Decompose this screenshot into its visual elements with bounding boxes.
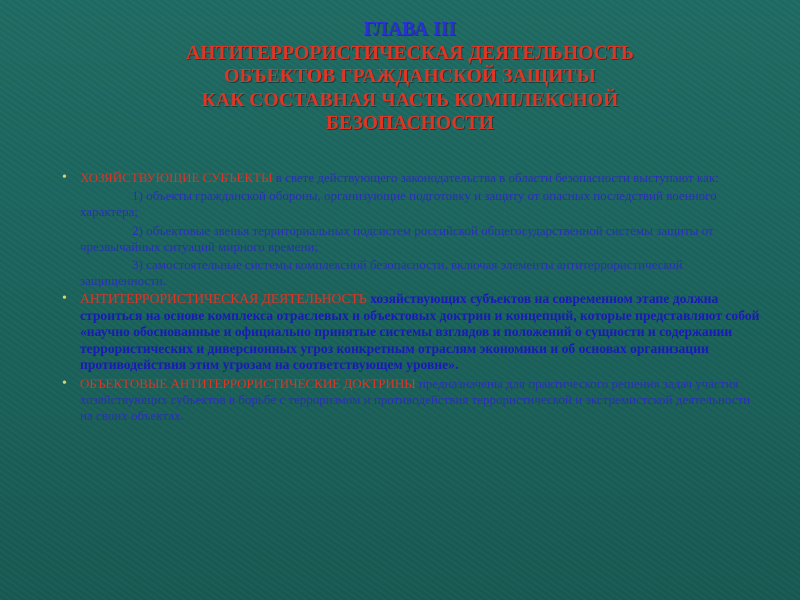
bullet-lead: ХОЗЯЙСТВУЮЩИЕ СУБЪЕКТЫ: [80, 170, 273, 185]
bullet-text: в свете действующего законодательства в области безопасности выступают как:: [272, 170, 719, 185]
bullet-item-object-doctrines: [62, 376, 762, 425]
title-line-3: КАК СОСТАВНАЯ ЧАСТЬ КОМПЛЕКСНОЙ: [201, 89, 619, 111]
bullet-text: предназначены для практического решения задач участия хозяйствующих субъектов в борьбе с терроризмом и противодействия террористической и экстремистской деятельности на своих объектах.: [80, 375, 751, 424]
bullet-lead: ОБЪЕКТОВЫЕ АНТИТЕРРОРИСТИЧЕСКИЕ ДОКТРИНЫ: [80, 375, 416, 391]
sub-item-3: 3) самостоятельные системы комплексной безопасности, включая элементы антитеррористической защищенности.: [80, 257, 683, 289]
sub-item-2: 2) объектовые звенья территориальных подсистем российской общегосударственной системы защиты от чрезвычайных ситуаций мирного времени;: [80, 222, 714, 254]
bullet-dot-icon: •: [62, 170, 67, 185]
bullet-lead: АНТИТЕРРОРИСТИЧЕСКАЯ ДЕЯТЕЛЬНОСТЬ: [80, 291, 367, 307]
chapter-heading: ГЛАВА III: [363, 19, 457, 40]
bullet-paragraph: [80, 291, 762, 374]
slide-title: [60, 18, 760, 136]
bullet-text: хозяйствующих субъектов на современном этапе должна строиться на основе комплекса отраслевых и объектовых доктрин и концепций, которые представляют собой «научно обоснованные и официально принятые системы взглядов и положений о сущности и содержании террористических и диверсионных угроз конкретным отраслям экономики и об основах организации противодействия этим угрозам на соответствующем уровне».: [80, 291, 760, 373]
sub-item-1: 1) объекты гражданской обороны, организующие подготовку и защиту от опасных последствий военного характера;: [80, 188, 717, 220]
slide-body: [62, 170, 762, 425]
title-line-1: АНТИТЕРРОРИСТИЧЕСКАЯ ДЕЯТЕЛЬНОСТЬ: [186, 42, 634, 64]
title-line-4: БЕЗОПАСНОСТИ: [326, 113, 494, 134]
bullet-paragraph: [80, 170, 762, 186]
bullet-item-antiterror-activity: [62, 291, 762, 374]
title-line-2: ОБЪЕКТОВ ГРАЖДАНСКОЙ ЗАЩИТЫ: [224, 66, 596, 87]
bullet-paragraph: [80, 376, 762, 425]
bullet-dot-icon: •: [62, 291, 67, 307]
bullet-item-economic-entities: [62, 170, 762, 289]
bullet-dot-icon: •: [62, 375, 67, 391]
